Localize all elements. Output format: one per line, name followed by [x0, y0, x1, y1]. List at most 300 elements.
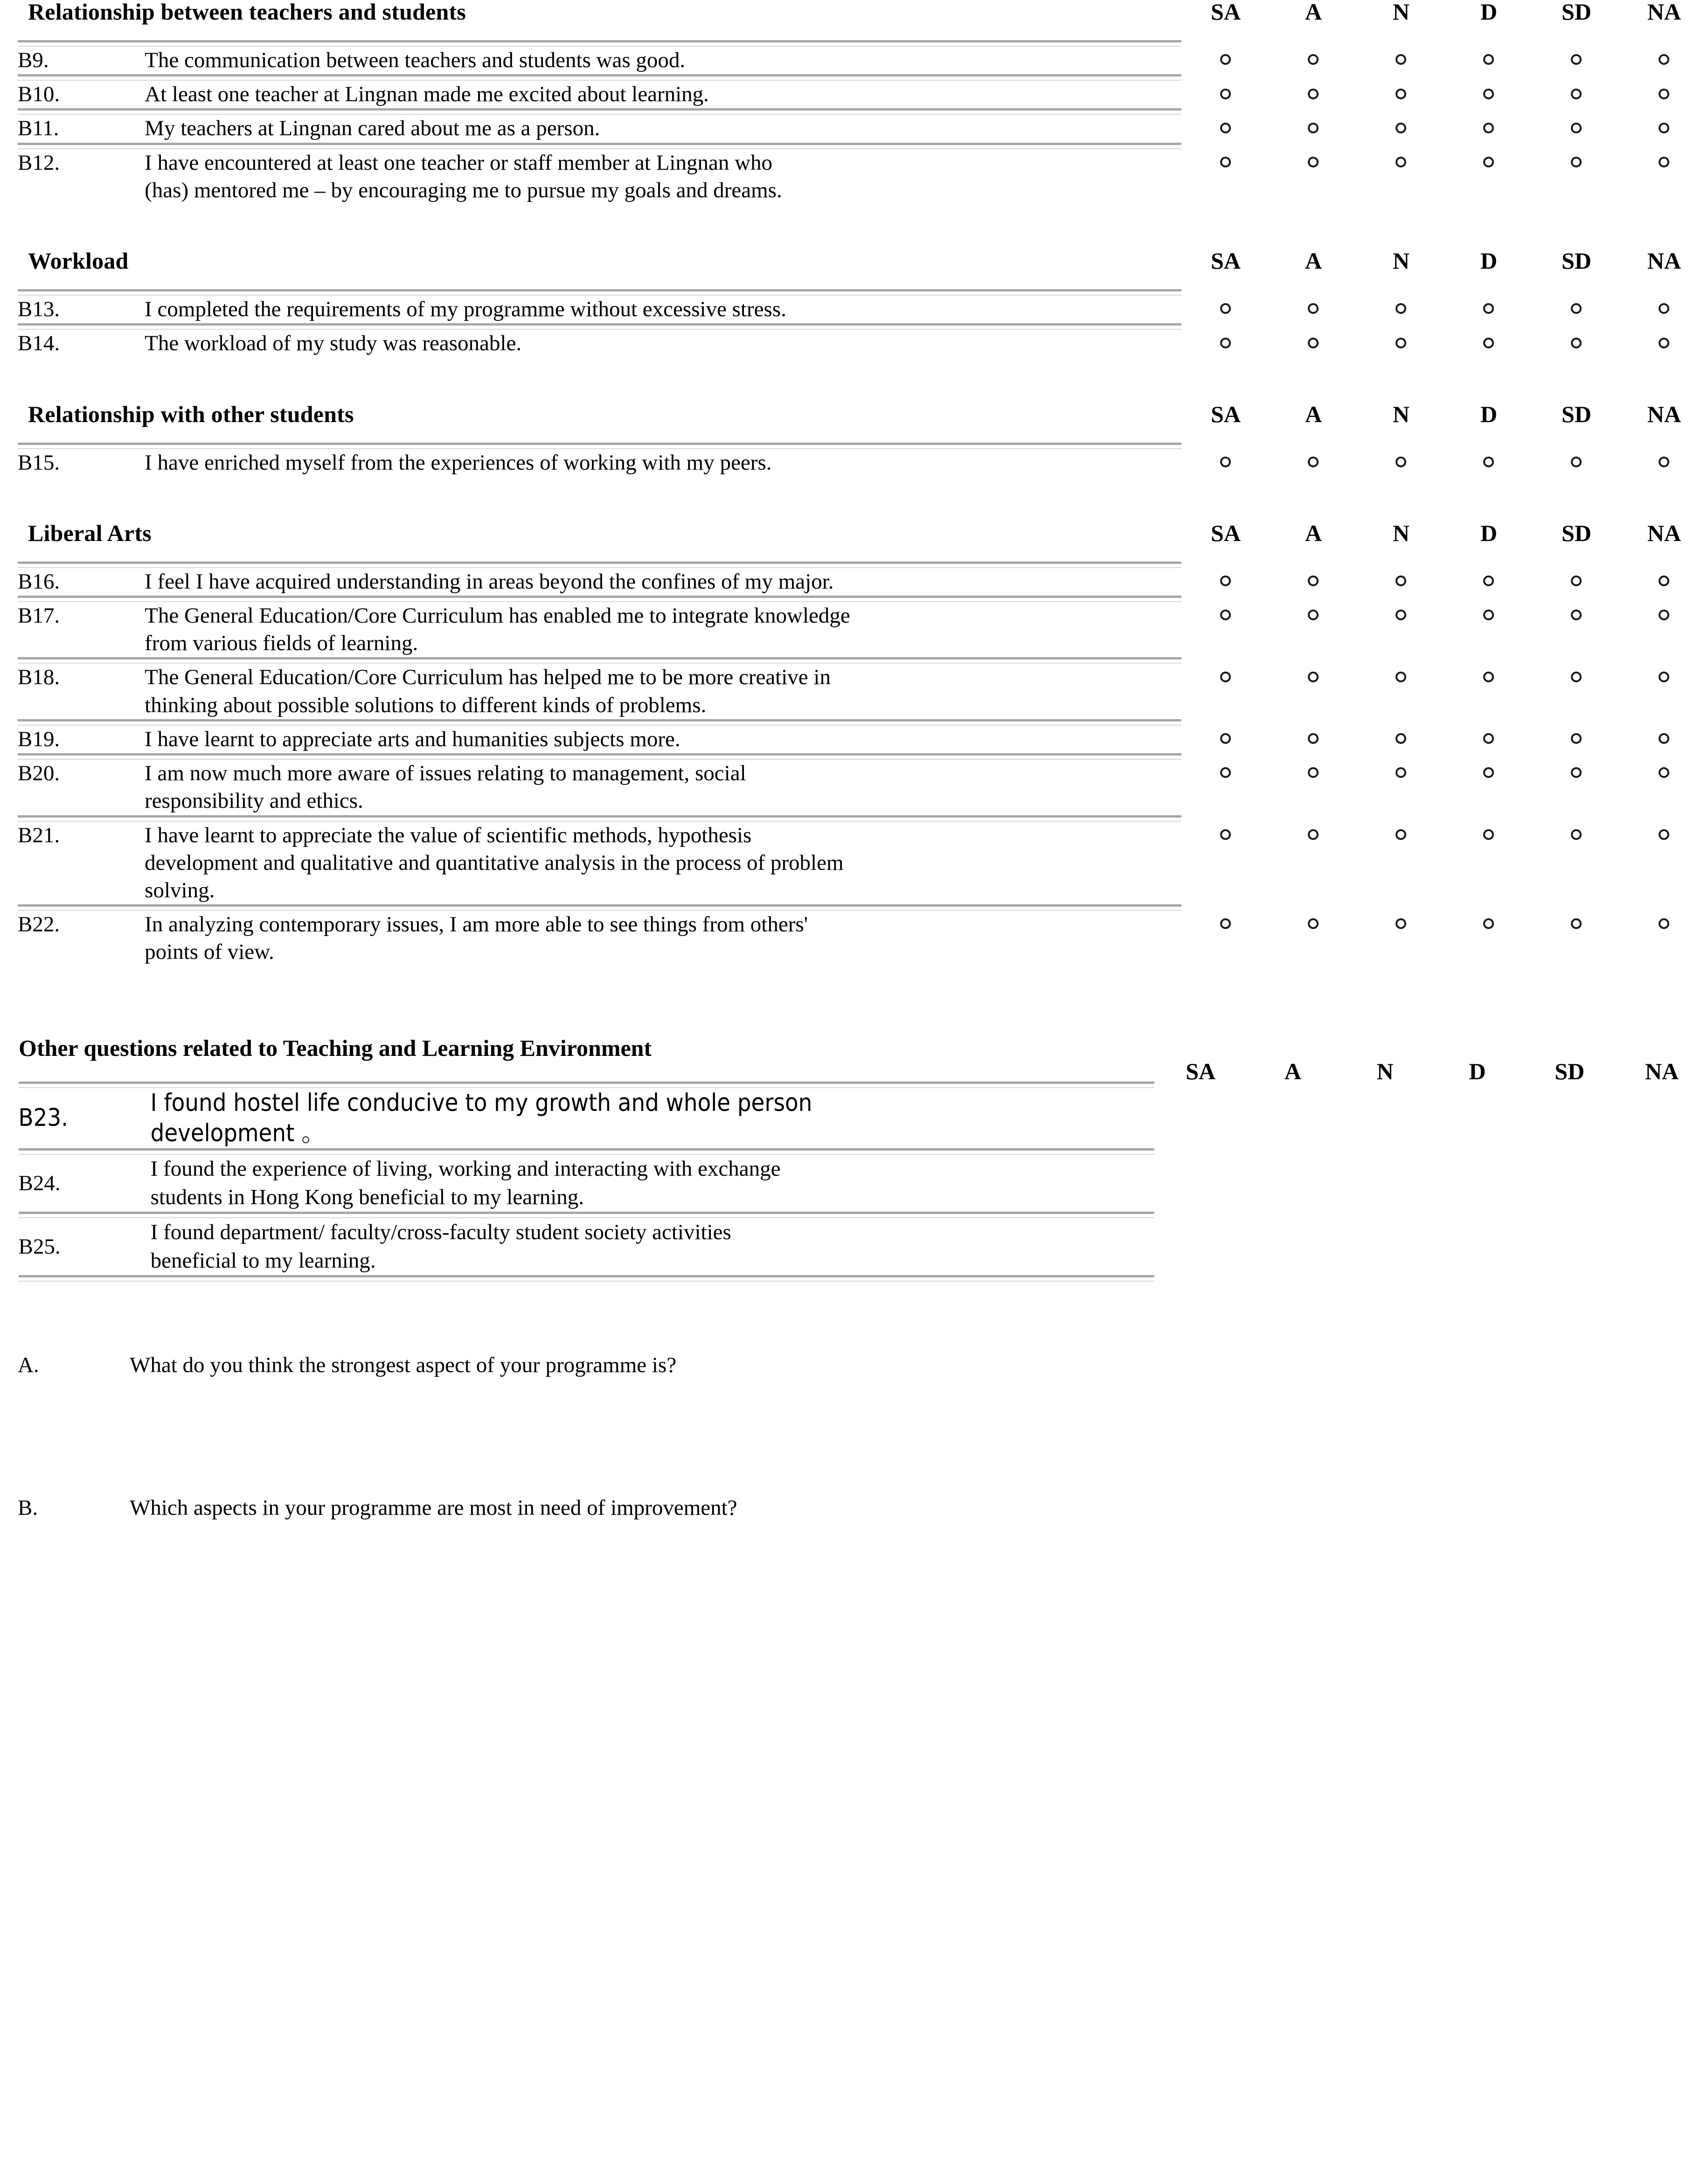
response-bubble-icon[interactable]: [1659, 829, 1669, 840]
response-bubble-icon[interactable]: [1571, 303, 1582, 314]
response-bubble-icon[interactable]: [1483, 576, 1494, 586]
response-bubble-na[interactable]: [1616, 1088, 1708, 1149]
response-bubble-icon[interactable]: [1220, 457, 1231, 467]
response-bubble-sd[interactable]: [1533, 568, 1620, 597]
divider-gap: [1154, 1276, 1247, 1282]
response-bubble-icon[interactable]: [1308, 576, 1319, 586]
response-bubble-a[interactable]: [1269, 910, 1357, 966]
divider-gap: [1431, 1150, 1524, 1155]
response-bubble-d[interactable]: [1445, 329, 1533, 357]
response-bubble-icon[interactable]: [1571, 610, 1582, 620]
divider-gap: [1445, 76, 1533, 81]
question-text: [145, 821, 1181, 906]
response-bubble-sd[interactable]: [1533, 80, 1620, 110]
response-bubble-icon[interactable]: [1220, 918, 1231, 929]
open-question-text: What do you think the strongest aspect of your programme is?: [130, 1353, 677, 1378]
question-row: [0, 910, 1708, 966]
response-bubble-icon[interactable]: [1396, 123, 1406, 133]
response-bubble-a[interactable]: [1269, 80, 1357, 110]
response-bubble-icon[interactable]: [1571, 829, 1582, 840]
response-bubble-a[interactable]: [1269, 149, 1357, 204]
response-bubble-icon[interactable]: [1659, 576, 1669, 586]
response-bubble-icon[interactable]: [1308, 54, 1319, 65]
response-bubble-sd[interactable]: [1533, 759, 1620, 816]
response-bubble-sa[interactable]: [1181, 568, 1269, 597]
response-bubble-icon[interactable]: [1308, 338, 1319, 348]
response-bubble-sd[interactable]: [1533, 725, 1620, 755]
response-bubble-na[interactable]: [1620, 295, 1708, 325]
response-bubble-icon[interactable]: [1659, 157, 1669, 167]
response-bubble-icon[interactable]: [1483, 338, 1494, 348]
response-bubble-sa[interactable]: [1181, 663, 1269, 720]
response-bubble-icon[interactable]: [1220, 733, 1231, 744]
response-bubble-sa[interactable]: [1181, 910, 1269, 966]
response-bubble-icon[interactable]: [1396, 54, 1406, 65]
divider-gap: [1523, 1150, 1616, 1155]
question-row: [0, 149, 1708, 204]
response-bubble-icon[interactable]: [1659, 457, 1669, 467]
open-question-spacer: [0, 1282, 1708, 1352]
response-bubble-icon[interactable]: [1220, 338, 1231, 348]
response-bubble-a[interactable]: [1247, 1154, 1339, 1213]
scale-label-na: NA: [1647, 401, 1681, 427]
response-bubble-sd[interactable]: [1533, 114, 1620, 144]
response-bubble-a[interactable]: [1269, 568, 1357, 597]
response-bubble-n[interactable]: [1339, 1088, 1431, 1149]
divider-gap: [1269, 291, 1357, 296]
response-bubble-icon[interactable]: [1308, 672, 1319, 682]
response-bubble-icon[interactable]: [1571, 157, 1582, 167]
divider-gap: [1533, 291, 1620, 296]
response-bubble-n[interactable]: [1357, 725, 1445, 755]
response-bubble-sd[interactable]: [1533, 821, 1620, 906]
response-bubble-sd[interactable]: [1523, 1154, 1616, 1213]
response-bubble-icon[interactable]: [1483, 157, 1494, 167]
response-bubble-sa[interactable]: [1181, 295, 1269, 325]
response-bubble-icon[interactable]: [1220, 54, 1231, 65]
response-bubble-sa[interactable]: [1154, 1154, 1247, 1213]
response-bubble-n[interactable]: [1357, 568, 1445, 597]
divider-gap: [1620, 444, 1708, 449]
question-text-line: responsibility and ethics.: [145, 789, 363, 813]
response-bubble-n[interactable]: [1357, 449, 1445, 477]
response-bubble-icon[interactable]: [1396, 918, 1406, 929]
response-bubble-a[interactable]: [1247, 1088, 1339, 1149]
response-bubble-icon[interactable]: [1308, 457, 1319, 467]
response-bubble-icon[interactable]: [1483, 672, 1494, 682]
question-row: [0, 821, 1708, 906]
response-bubble-n[interactable]: [1357, 759, 1445, 816]
response-bubble-n[interactable]: [1357, 821, 1445, 906]
response-bubble-icon[interactable]: [1396, 338, 1406, 348]
response-bubble-icon[interactable]: [1396, 457, 1406, 467]
scale-label-d: D: [1480, 520, 1498, 546]
divider-gap: [1533, 144, 1620, 149]
scale-label-a: A: [1305, 520, 1322, 546]
response-bubble-n[interactable]: [1339, 1218, 1431, 1276]
response-bubble-na[interactable]: [1620, 329, 1708, 357]
response-bubble-icon[interactable]: [1308, 89, 1319, 99]
question-row: [0, 1088, 1708, 1149]
response-bubble-d[interactable]: [1445, 663, 1533, 720]
question-text: [145, 910, 1181, 966]
divider-gap: [1181, 755, 1269, 760]
divider-gap: [1269, 755, 1357, 760]
response-bubble-sd[interactable]: [1523, 1088, 1616, 1149]
response-bubble-icon[interactable]: [1659, 303, 1669, 314]
scale-label-d: D: [1480, 401, 1498, 427]
response-bubble-icon[interactable]: [1571, 767, 1582, 778]
response-bubble-d[interactable]: [1445, 602, 1533, 659]
response-bubble-icon[interactable]: [1483, 54, 1494, 65]
response-bubble-icon[interactable]: [1308, 918, 1319, 929]
response-bubble-icon[interactable]: [1659, 123, 1669, 133]
response-bubble-sd[interactable]: [1533, 910, 1620, 966]
divider-gap: [1269, 659, 1357, 664]
divider-gap: [1339, 1276, 1431, 1282]
row-pad: [0, 1154, 19, 1213]
scale-label-n: N: [1392, 401, 1410, 427]
question-text: [145, 663, 1181, 720]
response-bubble-icon[interactable]: [1396, 829, 1406, 840]
response-bubble-sa[interactable]: [1181, 821, 1269, 906]
response-bubble-na[interactable]: [1620, 759, 1708, 816]
divider-pad: [0, 562, 18, 568]
divider-gap: [1181, 110, 1269, 115]
divider-pad: [0, 291, 18, 296]
response-bubble-icon[interactable]: [1571, 733, 1582, 744]
divider-gap: [1620, 906, 1708, 911]
divider-pad: [0, 1150, 19, 1155]
response-bubble-icon[interactable]: [1220, 576, 1231, 586]
question-text-line: The workload of my study was reasonable.: [145, 331, 522, 356]
section-header: [0, 521, 1708, 545]
response-bubble-d[interactable]: [1445, 821, 1533, 906]
response-bubble-icon[interactable]: [1396, 767, 1406, 778]
divider-gap: [1431, 1276, 1524, 1282]
response-bubble-icon[interactable]: [1220, 829, 1231, 840]
response-bubble-icon[interactable]: [1571, 576, 1582, 586]
row-pad: [0, 449, 18, 477]
response-bubble-na[interactable]: [1620, 114, 1708, 144]
response-bubble-icon[interactable]: [1571, 123, 1582, 133]
question-text: [145, 568, 1181, 597]
response-bubble-na[interactable]: [1620, 568, 1708, 597]
response-bubble-sa[interactable]: [1181, 725, 1269, 755]
response-bubble-na[interactable]: [1620, 602, 1708, 659]
divider-gap: [1445, 720, 1533, 725]
response-bubble-d[interactable]: [1445, 80, 1533, 110]
question-row: [0, 602, 1708, 659]
open-question: [0, 1494, 1708, 1522]
response-bubble-n[interactable]: [1357, 663, 1445, 720]
divider-gap: [1445, 816, 1533, 821]
response-bubble-icon[interactable]: [1220, 610, 1231, 620]
question-row: [0, 1154, 1708, 1213]
response-bubble-icon[interactable]: [1396, 576, 1406, 586]
divider-gap: [1357, 755, 1445, 760]
response-bubble-icon[interactable]: [1396, 672, 1406, 682]
response-bubble-a[interactable]: [1269, 449, 1357, 477]
response-bubble-sa[interactable]: [1181, 449, 1269, 477]
row-pad: [0, 149, 18, 204]
response-bubble-na[interactable]: [1620, 910, 1708, 966]
divider-gap: [1533, 110, 1620, 115]
response-bubble-sd[interactable]: [1533, 149, 1620, 204]
divider-gap: [1523, 1276, 1616, 1282]
response-bubble-sa[interactable]: [1154, 1088, 1247, 1149]
response-bubble-icon[interactable]: [1659, 918, 1669, 929]
response-bubble-icon[interactable]: [1396, 303, 1406, 314]
response-bubble-d[interactable]: [1431, 1088, 1524, 1149]
response-bubble-icon[interactable]: [1571, 338, 1582, 348]
response-bubble-icon[interactable]: [1571, 89, 1582, 99]
scale-header: [1182, 402, 1708, 426]
response-bubble-a[interactable]: [1269, 821, 1357, 906]
question-text-line: I found the experience of living, working and interacting with exchange: [150, 1157, 781, 1181]
row-divider: [0, 1083, 1708, 1088]
response-bubble-sd[interactable]: [1533, 602, 1620, 659]
response-bubble-sa[interactable]: [1181, 114, 1269, 144]
response-bubble-na[interactable]: [1616, 1218, 1708, 1276]
response-bubble-n[interactable]: [1357, 295, 1445, 325]
response-bubble-icon[interactable]: [1659, 54, 1669, 65]
response-bubble-icon[interactable]: [1571, 457, 1582, 467]
response-bubble-icon[interactable]: [1659, 610, 1669, 620]
divider-pad: [0, 755, 18, 760]
divider-gap: [1533, 816, 1620, 821]
response-bubble-icon[interactable]: [1659, 733, 1669, 744]
response-bubble-a[interactable]: [1269, 759, 1357, 816]
divider-gap: [1269, 562, 1357, 568]
response-bubble-d[interactable]: [1445, 725, 1533, 755]
block-spacer: [0, 966, 1708, 1036]
row-divider: [0, 720, 1708, 725]
response-bubble-n[interactable]: [1357, 114, 1445, 144]
question-row: [0, 663, 1708, 720]
response-bubble-icon[interactable]: [1483, 89, 1494, 99]
question-text: [151, 1218, 1155, 1276]
response-bubble-icon[interactable]: [1220, 89, 1231, 99]
divider-pad: [0, 720, 18, 725]
response-bubble-sd[interactable]: [1533, 46, 1620, 76]
row-divider: [0, 1213, 1708, 1218]
response-bubble-sd[interactable]: [1523, 1218, 1616, 1276]
scale-label-n: N: [1392, 520, 1410, 546]
response-bubble-d[interactable]: [1445, 295, 1533, 325]
divider-pad: [0, 1213, 19, 1218]
divider-gap: [1533, 906, 1620, 911]
question-text-line: I have encountered at least one teacher or staff member at Lingnan who: [145, 150, 773, 175]
other-scale-label-a: A: [1284, 1058, 1302, 1084]
response-bubble-icon[interactable]: [1220, 672, 1231, 682]
row-pad: [0, 602, 18, 659]
open-question-text: Which aspects in your programme are most in need of improvement?: [130, 1495, 737, 1520]
response-bubble-sa[interactable]: [1181, 149, 1269, 204]
section-spacer: [0, 358, 1708, 402]
response-bubble-n[interactable]: [1357, 80, 1445, 110]
open-question-spacer: [0, 1380, 1708, 1450]
question-text-line: I found hostel life conducive to my growth and whole person: [150, 1089, 812, 1117]
response-bubble-n[interactable]: [1357, 602, 1445, 659]
question-text: [145, 329, 1181, 357]
response-bubble-icon[interactable]: [1571, 918, 1582, 929]
response-bubble-icon[interactable]: [1659, 672, 1669, 682]
response-bubble-a[interactable]: [1269, 329, 1357, 357]
response-bubble-a[interactable]: [1269, 663, 1357, 720]
response-bubble-na[interactable]: [1620, 725, 1708, 755]
divider-gap: [1181, 596, 1269, 602]
response-bubble-n[interactable]: [1339, 1154, 1431, 1213]
row-divider: [0, 76, 1708, 81]
response-bubble-sa[interactable]: [1181, 80, 1269, 110]
divider-gap: [1269, 816, 1357, 821]
question-text-line: At least one teacher at Lingnan made me excited about learning.: [145, 82, 709, 107]
response-bubble-d[interactable]: [1445, 149, 1533, 204]
header-spacer: [0, 23, 1708, 40]
response-bubble-icon[interactable]: [1483, 829, 1494, 840]
response-bubble-icon[interactable]: [1220, 767, 1231, 778]
response-bubble-na[interactable]: [1620, 821, 1708, 906]
response-bubble-d[interactable]: [1431, 1154, 1524, 1213]
response-bubble-d[interactable]: [1431, 1218, 1524, 1276]
divider-gap: [1533, 596, 1620, 602]
response-bubble-sa[interactable]: [1181, 602, 1269, 659]
scale-header: [1182, 521, 1708, 545]
response-bubble-icon[interactable]: [1659, 338, 1669, 348]
response-bubble-a[interactable]: [1269, 602, 1357, 659]
response-bubble-icon[interactable]: [1220, 157, 1231, 167]
divider-gap: [1181, 720, 1269, 725]
response-bubble-sd[interactable]: [1533, 663, 1620, 720]
response-bubble-a[interactable]: [1247, 1218, 1339, 1276]
other-questions-table: [0, 1060, 1708, 1282]
response-bubble-icon[interactable]: [1659, 767, 1669, 778]
response-bubble-icon[interactable]: [1396, 610, 1406, 620]
response-bubble-sa[interactable]: [1181, 46, 1269, 76]
response-bubble-na[interactable]: [1620, 46, 1708, 76]
divider-gap: [1533, 659, 1620, 664]
divider-gap: [1523, 1213, 1616, 1218]
response-bubble-sd[interactable]: [1533, 449, 1620, 477]
response-bubble-a[interactable]: [1269, 46, 1357, 76]
divider-gap: [1620, 291, 1708, 296]
question-row: [0, 449, 1708, 477]
response-bubble-a[interactable]: [1269, 114, 1357, 144]
response-bubble-sa[interactable]: [1181, 329, 1269, 357]
response-bubble-icon[interactable]: [1483, 303, 1494, 314]
response-bubble-d[interactable]: [1445, 910, 1533, 966]
response-bubble-sd[interactable]: [1533, 329, 1620, 357]
response-bubble-na[interactable]: [1620, 149, 1708, 204]
question-text: [145, 725, 1181, 755]
response-bubble-sa[interactable]: [1154, 1218, 1247, 1276]
response-bubble-icon[interactable]: [1308, 767, 1319, 778]
question-code: B9.: [18, 48, 49, 72]
response-bubble-d[interactable]: [1445, 46, 1533, 76]
response-bubble-icon[interactable]: [1571, 672, 1582, 682]
divider-gap: [1181, 816, 1269, 821]
row-pad: [0, 80, 18, 110]
divider-pad: [0, 816, 18, 821]
divider-line: [18, 906, 1181, 911]
row-pad: [0, 114, 18, 144]
response-bubble-na[interactable]: [1620, 449, 1708, 477]
response-bubble-n[interactable]: [1357, 46, 1445, 76]
other-scale-label-na: NA: [1645, 1058, 1679, 1084]
response-bubble-icon[interactable]: [1308, 157, 1319, 167]
divider-gap: [1339, 1150, 1431, 1155]
divider-gap: [1357, 659, 1445, 664]
response-bubble-n[interactable]: [1357, 910, 1445, 966]
response-bubble-icon[interactable]: [1396, 157, 1406, 167]
response-bubble-n[interactable]: [1357, 329, 1445, 357]
response-bubble-icon[interactable]: [1308, 829, 1319, 840]
response-bubble-d[interactable]: [1445, 568, 1533, 597]
question-text: [145, 114, 1181, 144]
response-bubble-icon[interactable]: [1308, 123, 1319, 133]
open-question-label: A.: [18, 1353, 39, 1378]
response-bubble-d[interactable]: [1445, 759, 1533, 816]
question-text-line: from various fields of learning.: [145, 631, 418, 656]
response-bubble-n[interactable]: [1357, 149, 1445, 204]
divider-gap: [1620, 76, 1708, 81]
section-title: Relationship between teachers and students: [28, 0, 466, 25]
row-pad: [0, 759, 18, 816]
response-bubble-icon[interactable]: [1220, 303, 1231, 314]
response-bubble-na[interactable]: [1620, 663, 1708, 720]
section-header: [0, 0, 1708, 23]
divider-gap: [1533, 42, 1620, 47]
response-bubble-a[interactable]: [1269, 295, 1357, 325]
response-bubble-icon[interactable]: [1396, 733, 1406, 744]
response-bubble-na[interactable]: [1620, 80, 1708, 110]
response-bubble-na[interactable]: [1616, 1154, 1708, 1213]
scale-label-sa: SA: [1211, 401, 1241, 427]
response-bubble-icon[interactable]: [1571, 54, 1582, 65]
divider-gap: [1357, 906, 1445, 911]
row-divider: [0, 755, 1708, 760]
response-bubble-icon[interactable]: [1659, 89, 1669, 99]
response-bubble-icon[interactable]: [1308, 303, 1319, 314]
response-bubble-icon[interactable]: [1483, 767, 1494, 778]
response-bubble-icon[interactable]: [1220, 123, 1231, 133]
response-bubble-icon[interactable]: [1483, 123, 1494, 133]
response-bubble-icon[interactable]: [1483, 733, 1494, 744]
response-bubble-icon[interactable]: [1483, 918, 1494, 929]
question-row: [0, 759, 1708, 816]
response-bubble-icon[interactable]: [1483, 457, 1494, 467]
section-title: Liberal Arts: [28, 520, 152, 546]
scale-header-pad: [0, 1060, 1154, 1083]
question-text-line: points of view.: [145, 940, 274, 964]
response-bubble-a[interactable]: [1269, 725, 1357, 755]
divider-gap: [1357, 325, 1445, 330]
response-bubble-icon[interactable]: [1308, 733, 1319, 744]
response-bubble-icon[interactable]: [1308, 610, 1319, 620]
section-spacer: [0, 204, 1708, 249]
response-bubble-icon[interactable]: [1396, 89, 1406, 99]
response-bubble-sa[interactable]: [1181, 759, 1269, 816]
response-bubble-d[interactable]: [1445, 114, 1533, 144]
response-bubble-icon[interactable]: [1483, 610, 1494, 620]
survey-section: [0, 358, 1708, 477]
row-pad: [0, 46, 18, 76]
response-bubble-d[interactable]: [1445, 449, 1533, 477]
scale-label-a: A: [1305, 248, 1322, 274]
divider-gap: [1357, 110, 1445, 115]
response-bubble-sd[interactable]: [1533, 295, 1620, 325]
